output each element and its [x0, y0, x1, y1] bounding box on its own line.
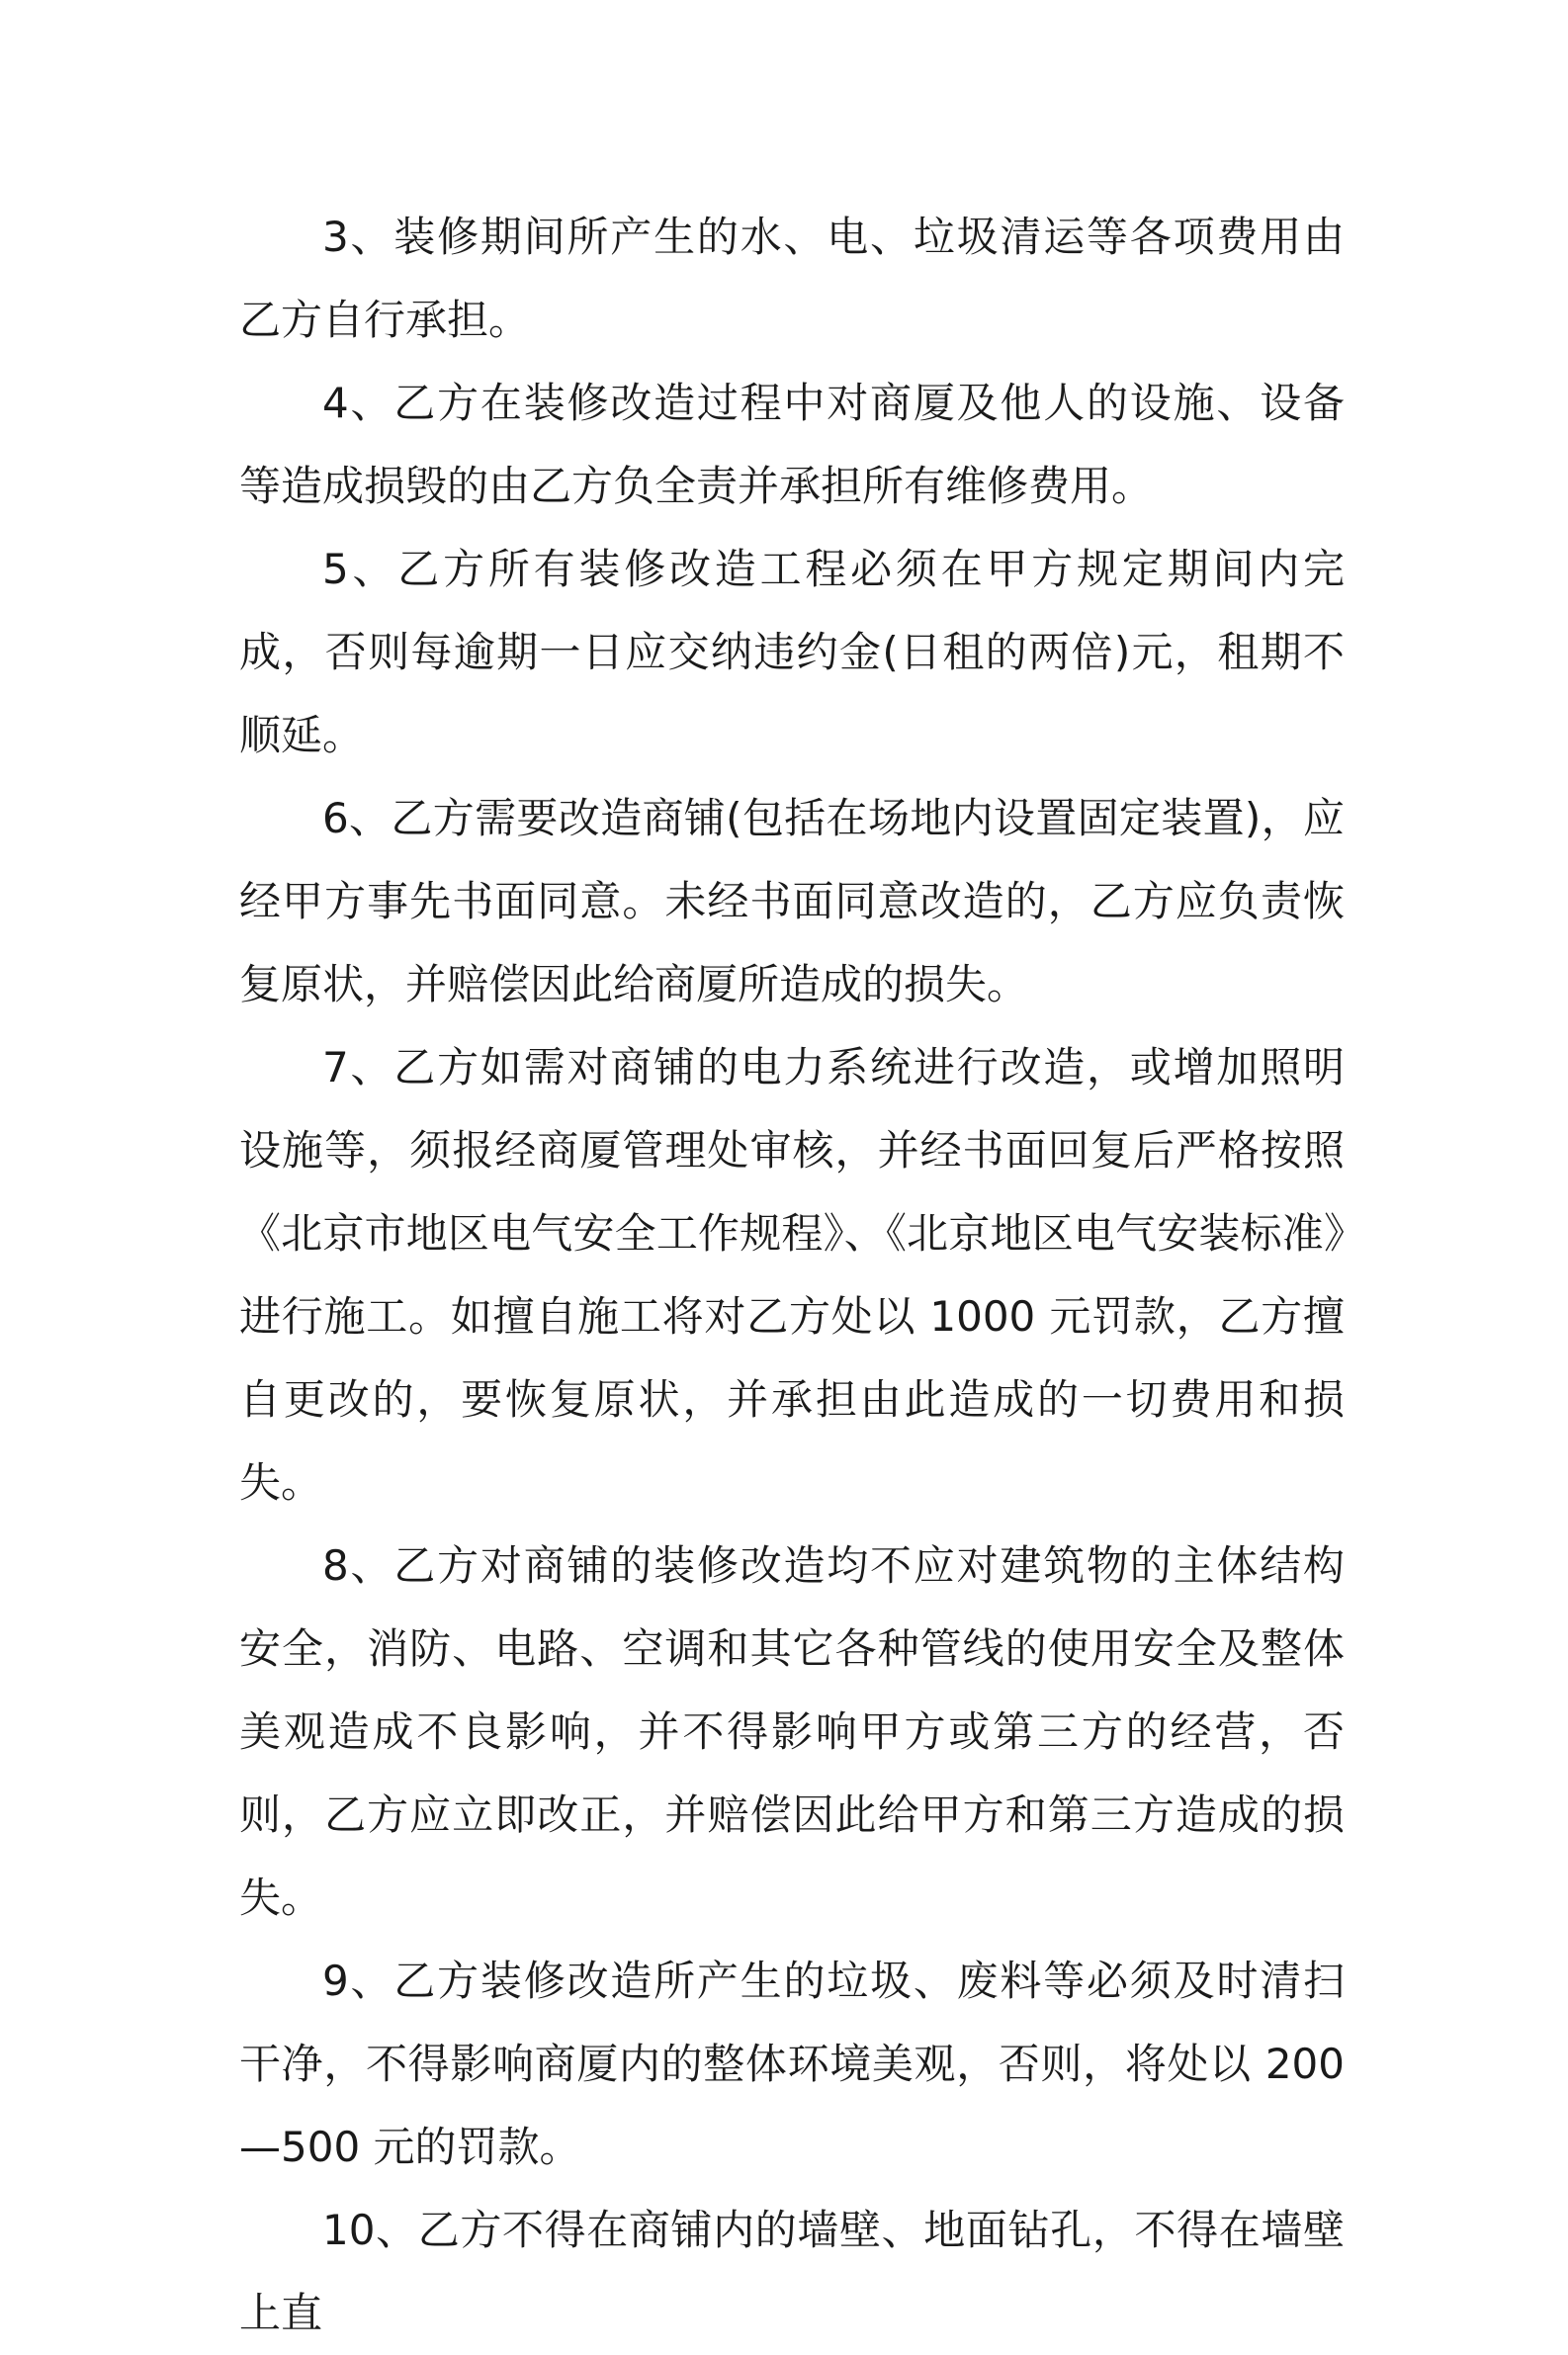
clause-8-paragraph: 8、乙方对商铺的装修改造均不应对建筑物的主体结构安全，消防、电路、空调和其它各种管线的使用安全及整体美观造成不良影响，并不得影响甲方或第三方的经营，否则，乙方应立即改正，并赔偿因此给甲方和第三方造成的损失。 [239, 1541, 1345, 1922]
clause-9-paragraph: 9、乙方装修改造所产生的垃圾、废料等必须及时清扫干净，不得影响商厦内的整体环境美观，否则，将处以 200—500 元的罚款。 [239, 1957, 1345, 2171]
clause-4-paragraph: 4、乙方在装修改造过程中对商厦及他人的设施、设备等造成损毁的由乙方负全责并承担所有维修费用。 [239, 379, 1345, 510]
clause-3-paragraph: 3、装修期间所产生的水、电、垃圾清运等各项费用由乙方自行承担。 [239, 213, 1345, 344]
clause-5-paragraph: 5、乙方所有装修改造工程必须在甲方规定期间内完成，否则每逾期一日应交纳违约金(日租的两倍)元，租期不顺延。 [239, 545, 1345, 759]
document-body [239, 196, 1345, 2355]
clause-10-paragraph: 10、乙方不得在商铺内的墙壁、地面钻孔，不得在墙壁上直 [239, 2206, 1345, 2337]
clause-6-paragraph: 6、乙方需要改造商铺(包括在场地内设置固定装置)，应经甲方事先书面同意。未经书面同意改造的，乙方应负责恢复原状，并赔偿因此给商厦所造成的损失。 [239, 794, 1345, 1008]
clause-7-paragraph: 7、乙方如需对商铺的电力系统进行改造，或增加照明设施等，须报经商厦管理处审核，并经书面回复后严格按照《北京市地区电气安全工作规程》、《北京地区电气安装标准》进行施工。如擅自施工将对乙方处以 1000 元罚款，乙方擅自更改的，要恢复原状，并承担由此造成的一切费用和损失。 [239, 1043, 1345, 1507]
